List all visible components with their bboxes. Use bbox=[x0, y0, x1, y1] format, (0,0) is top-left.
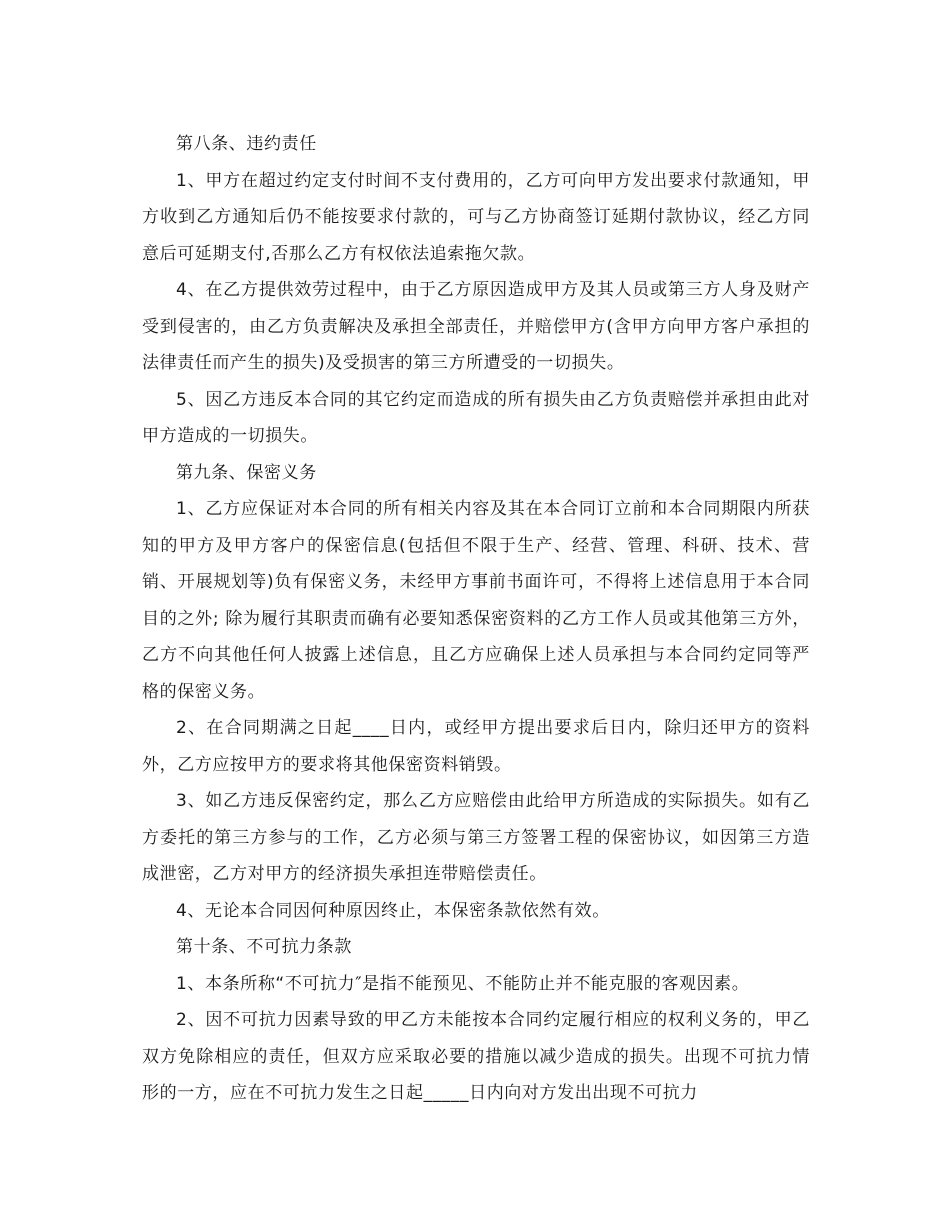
paragraph: 1、本条所称“不可抗力″是指不能预见、不能防止并不能克服的客观因素。 bbox=[176, 973, 750, 994]
paragraph: 2、在合同期满之日起____日内，或经甲方提出要求后日内，除归还甲方的资料外，乙方应按甲方的要求将其他保密资料销毁。 bbox=[142, 718, 810, 775]
section-heading-8: 第八条、违约责任 bbox=[176, 134, 317, 154]
document-body bbox=[142, 126, 810, 1112]
paragraph: 4、在乙方提供效劳过程中，由于乙方原因造成甲方及其人员或第三方人身及财产受到侵害的，由乙方负责解决及承担全部责任，并赔偿甲方(含甲方向甲方客户承担的法律责任而产生的损失)及受损害的第三方所遭受的一切损失。 bbox=[142, 280, 810, 373]
paragraph: 3、如乙方违反保密约定，那么乙方应赔偿由此给甲方所造成的实际损失。如有乙方委托的第三方参与的工作，乙方必须与第三方签署工程的保密协议，如因第三方造成泄密，乙方对甲方的经济损失承担连带赔偿责任。 bbox=[142, 791, 810, 884]
section-heading-10: 第十条、不可抗力条款 bbox=[176, 937, 352, 957]
section-heading-9: 第九条、保密义务 bbox=[176, 462, 317, 483]
paragraph: 1、乙方应保证对本合同的所有相关内容及其在本合同订立前和本合同期限内所获知的甲方及甲方客户的保密信息(包括但不限于生产、经营、管理、科研、技术、营销、开展规划等)负有保密义务，未经甲方事前书面许可，不得将上述信息用于本合同目的之外; 除为履行其职责而确有必要知悉保密资料的乙方工作人员或其他第三方外，乙方不向其他任何人披露上述信息，且乙方应确保上述人员承担与本合同约定同等严格的保密义务。 bbox=[142, 499, 810, 702]
paragraph: 1、甲方在超过约定支付时间不支付费用的，乙方可向甲方发出要求付款通知，甲方收到乙方通知后仍不能按要求付款的，可与乙方协商签订延期付款协议，经乙方同意后可延期支付,否那么乙方有权依法追索拖欠款。 bbox=[142, 170, 810, 264]
paragraph: 4、无论本合同因何种原因终止，本保密条款依然有效。 bbox=[176, 900, 610, 921]
paragraph: 2、因不可抗力因素导致的甲乙方未能按本合同约定履行相应的权利义务的，甲乙双方免除相应的责任，但双方应采取必要的措施以减少造成的损失。出现不可抗力情形的一方，应在不可抗力发生之日起_____日内向对方发出出现不可抗力 bbox=[142, 1010, 810, 1103]
paragraph: 5、因乙方违反本合同的其它约定而造成的所有损失由乙方负责赔偿并承担由此对甲方造成的一切损失。 bbox=[142, 389, 810, 446]
